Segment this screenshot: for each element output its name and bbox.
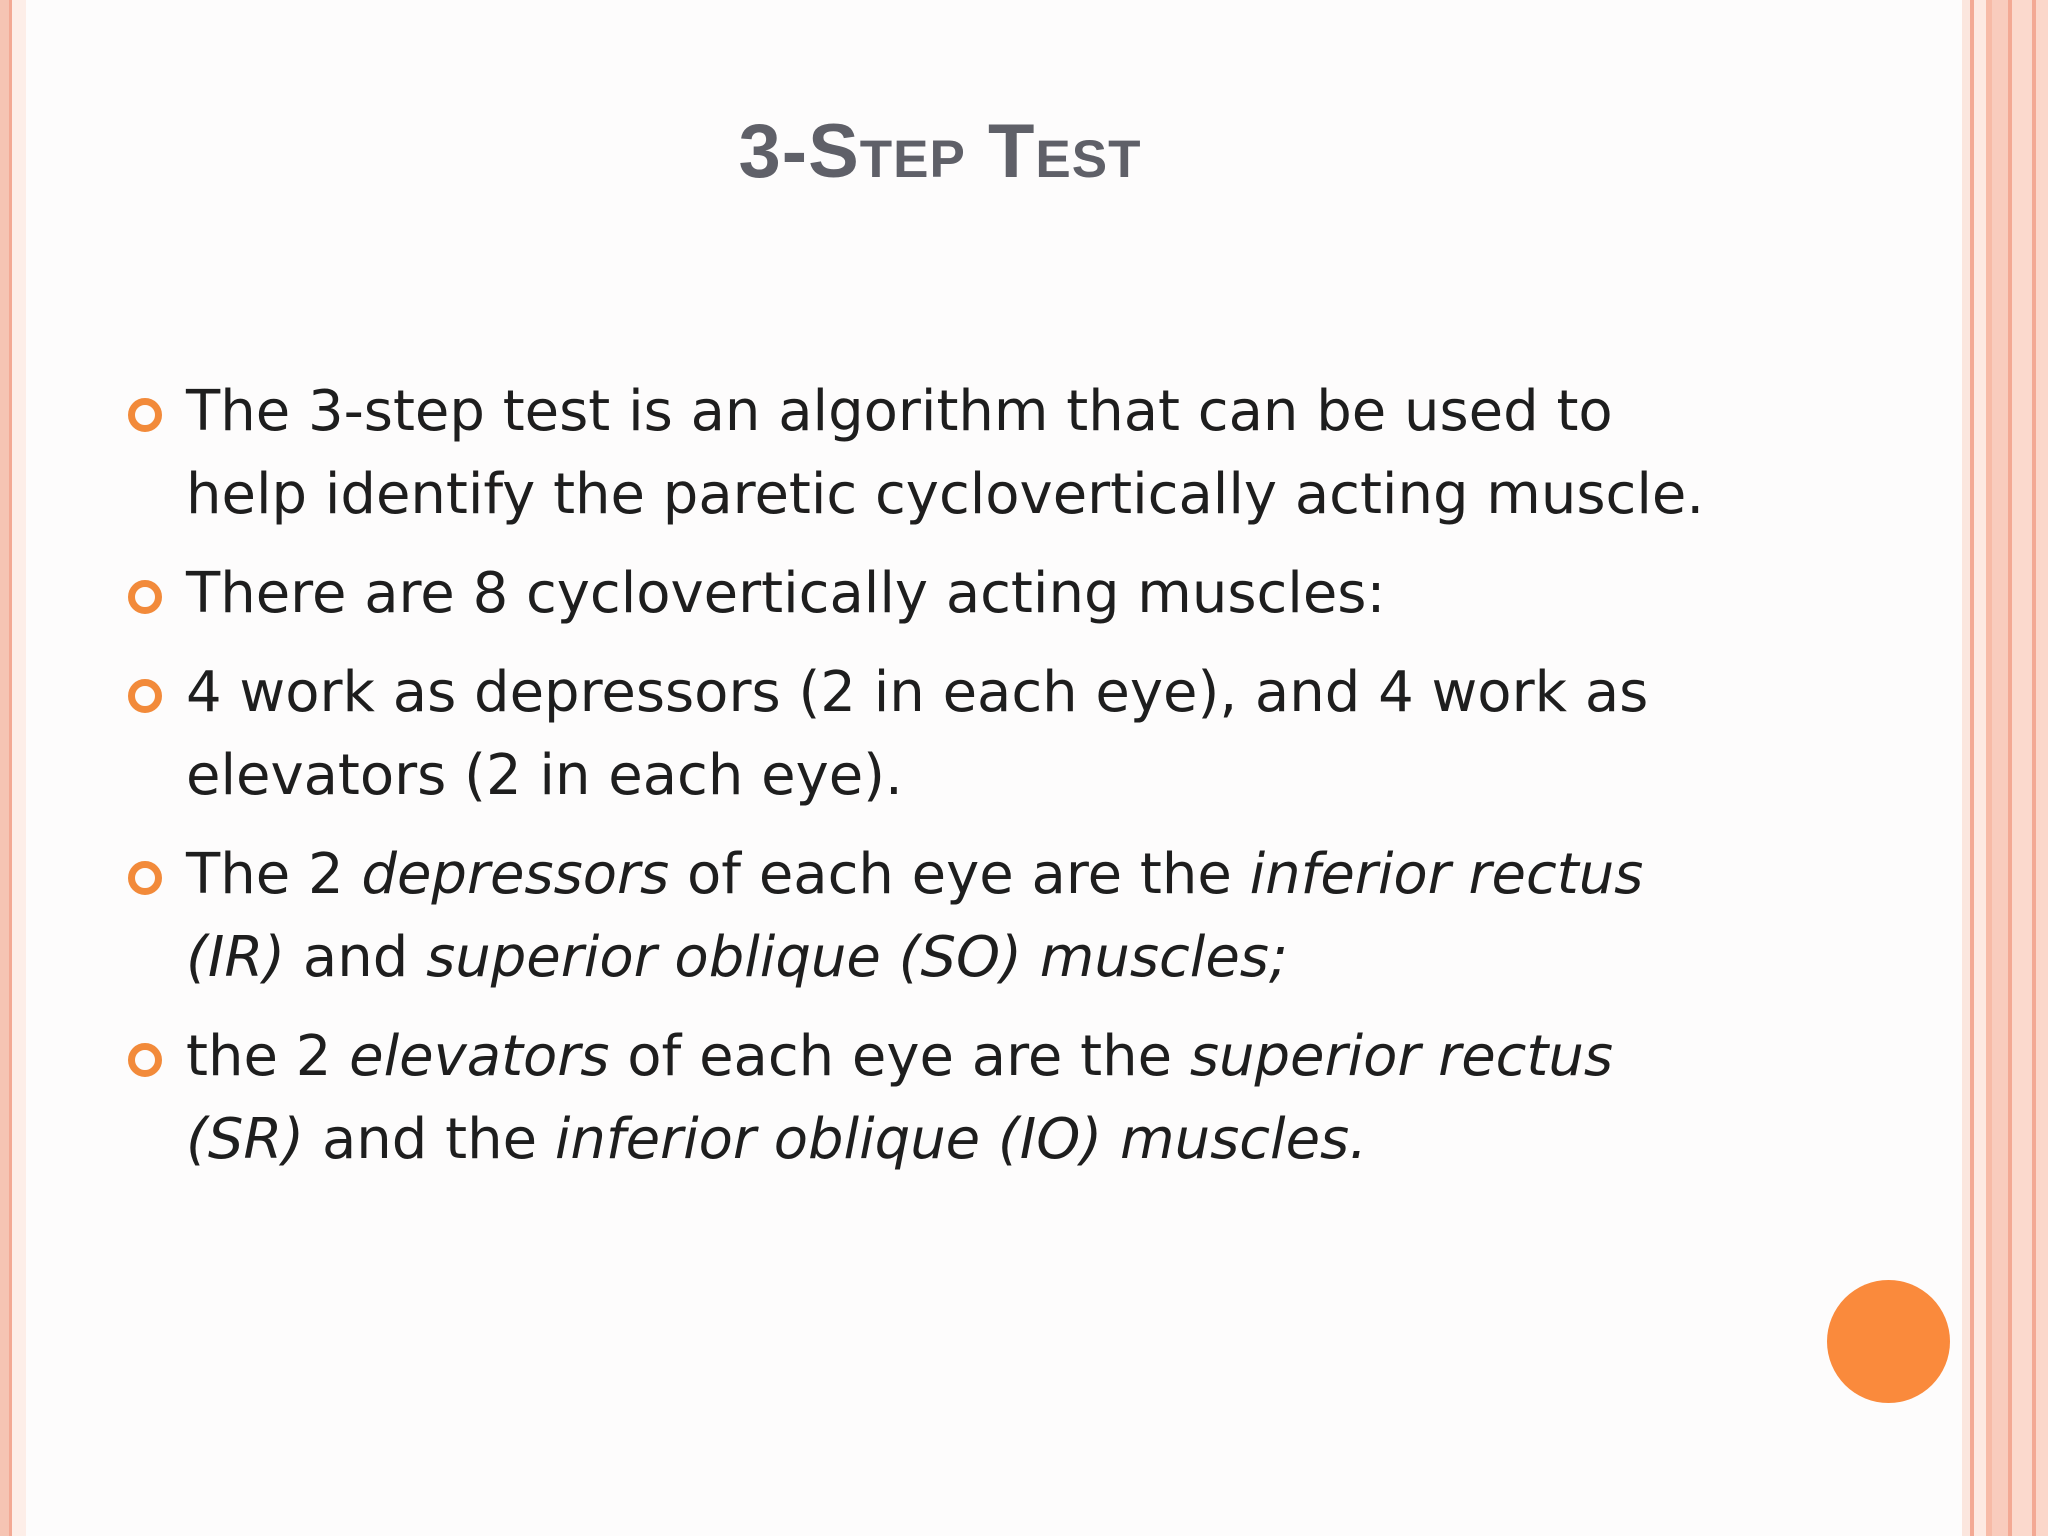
hollow-circle-bullet-icon (128, 398, 162, 432)
bullet-item (128, 833, 1748, 999)
orange-circle-icon (1827, 1280, 1950, 1403)
bullet-text-italic: elevators (349, 1024, 610, 1089)
bullet-text: of each eye are the (669, 842, 1250, 907)
right-border-strip (1962, 0, 1970, 1536)
bullet-text-italic: inferior rectus (IR) (186, 842, 1644, 990)
bullet-text: and the (304, 1107, 555, 1172)
hollow-circle-bullet-icon (128, 861, 162, 895)
bullet-list (128, 370, 1748, 1197)
left-border-fill (12, 0, 26, 1536)
bullet-text-italic: depressors (361, 842, 670, 907)
left-border (0, 0, 9, 1536)
bullet-text: of each eye are the (609, 1024, 1190, 1089)
right-border (1962, 0, 2048, 1536)
hollow-circle-bullet-icon (128, 1043, 162, 1077)
right-border-strip (1974, 0, 1986, 1536)
bullet-item (128, 651, 1748, 817)
hollow-circle-bullet-icon (128, 679, 162, 713)
right-border-strip (2012, 0, 2032, 1536)
slide-title: 3-Step Test (738, 109, 1142, 194)
bullet-text-italic: inferior oblique (IO) muscles. (554, 1107, 1368, 1172)
bullet-text: There are 8 cyclovertically acting muscles: (186, 561, 1386, 626)
bullet-text: 4 work as depressors (2 in each eye), and 4 work as elevators (2 in each eye). (186, 660, 1649, 808)
bullet-text-italic: superior oblique (SO) muscles; (426, 925, 1288, 990)
bullet-text: The 3-step test is an algorithm that can be used to help identify the paretic cyclovertically acting muscle. (186, 379, 1705, 527)
bullet-text: The 2 (186, 842, 362, 907)
bullet-item (128, 552, 1748, 635)
bullet-item (128, 1015, 1748, 1181)
right-border-strip (1992, 0, 2008, 1536)
hollow-circle-bullet-icon (128, 580, 162, 614)
bullet-text-italic: superior rectus (SR) (186, 1024, 1614, 1172)
bullet-text: the 2 (186, 1024, 350, 1089)
right-border-strip (2036, 0, 2048, 1536)
bullet-item (128, 370, 1748, 536)
bullet-text: and (285, 925, 427, 990)
